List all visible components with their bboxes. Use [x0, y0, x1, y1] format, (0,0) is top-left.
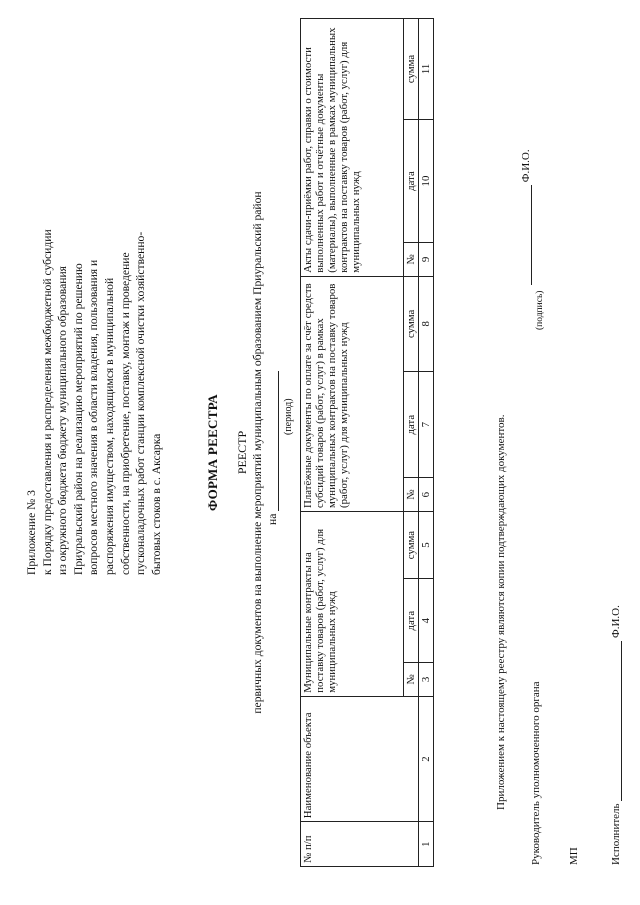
sub-no: № — [404, 663, 419, 697]
column-number-row — [419, 19, 434, 867]
sub-no: № — [404, 478, 419, 512]
col-number: 5 — [419, 511, 434, 578]
header-object: Наименование объекта — [301, 696, 419, 821]
head-signature-line — [520, 149, 532, 285]
appendix-header — [24, 35, 164, 575]
executor-label: Исполнитель — [610, 803, 622, 865]
sub-sum: сумма — [404, 276, 419, 371]
register-table — [300, 18, 434, 867]
header-row — [301, 19, 404, 867]
period-blank — [268, 371, 279, 511]
register-title: РЕЕСТР — [235, 430, 249, 475]
sub-date: дата — [404, 371, 419, 477]
col-number: 9 — [419, 243, 434, 277]
appendix-line: к Порядку предоставления и распределения межбюджетной субсидии — [40, 229, 54, 575]
period-prefix: на — [266, 513, 279, 525]
col-number: 1 — [419, 822, 434, 867]
form-title: ФОРМА РЕЕСТРА — [205, 394, 220, 511]
col-number: 7 — [419, 371, 434, 477]
signature-caption: (подпись) — [535, 290, 545, 330]
period-row — [266, 371, 279, 525]
executor-blank — [611, 641, 622, 801]
appendix-line: пусконаладочных работ станции комплексной очистки хозяйственно- — [134, 231, 148, 575]
attachment-note: Приложением к настоящему реестру являются копии подтверждающих документов. — [495, 414, 507, 810]
header-payments: Платёжные документы по оплате за счёт средств субсидий товаров (работ, услуг) в рамках муниципальных контрактов на поставку товаров (работ, услуг) для муниципальных нужд — [301, 276, 404, 511]
executor-row — [610, 605, 622, 865]
header-num: № п/п — [301, 822, 419, 867]
appendix-title: Приложение № 3 — [25, 490, 38, 575]
executor-fio: Ф.И.О. — [610, 605, 622, 638]
signature-blank — [521, 185, 532, 285]
col-number: 2 — [419, 696, 434, 821]
col-number: 11 — [419, 19, 434, 120]
head-of-body-label: Руководитель уполномоченного органа — [530, 681, 542, 865]
col-number: 8 — [419, 276, 434, 371]
register-subtitle: первичных документов на выполнение мероприятий муниципальным образованием Приуральский район — [251, 191, 264, 714]
col-number: 10 — [419, 119, 434, 242]
col-number: 3 — [419, 663, 434, 697]
head-fio: Ф.И.О. — [520, 149, 532, 183]
appendix-line: бытовых стоков в с. Аксарка — [149, 433, 163, 575]
appendix-line: собственности, на приобретение, поставку, монтаж и проведение — [118, 252, 132, 575]
sub-sum: сумма — [404, 19, 419, 120]
col-number: 4 — [419, 579, 434, 663]
sub-no: № — [404, 243, 419, 277]
sub-date: дата — [404, 579, 419, 663]
appendix-line: вопросов местного значения в области владения, пользования и — [87, 259, 101, 575]
appendix-line: Приуральский район на реализацию мероприятий по решению — [71, 263, 85, 575]
sub-date: дата — [404, 119, 419, 242]
appendix-line: из окружного бюджета бюджету муниципального образования — [56, 266, 70, 575]
sub-sum: сумма — [404, 511, 419, 578]
header-contracts: Муниципальные контракты на поставку товаров (работ, услуг) для муниципальных нужд — [301, 511, 404, 696]
header-acts: Акты сдачи-приёмки работ, справки о стоимости выполненных работ и отчётные документы (материалы), выполненные в рамках муниципальных контрактов на поставку товаров (работ, услуг) для муниципальных нужд — [301, 19, 404, 277]
period-caption: (период) — [283, 398, 294, 435]
appendix-line: распоряжения имуществом, находящимся в муниципальной — [102, 277, 116, 575]
stamp-place: МП — [568, 847, 580, 865]
col-number: 6 — [419, 478, 434, 512]
